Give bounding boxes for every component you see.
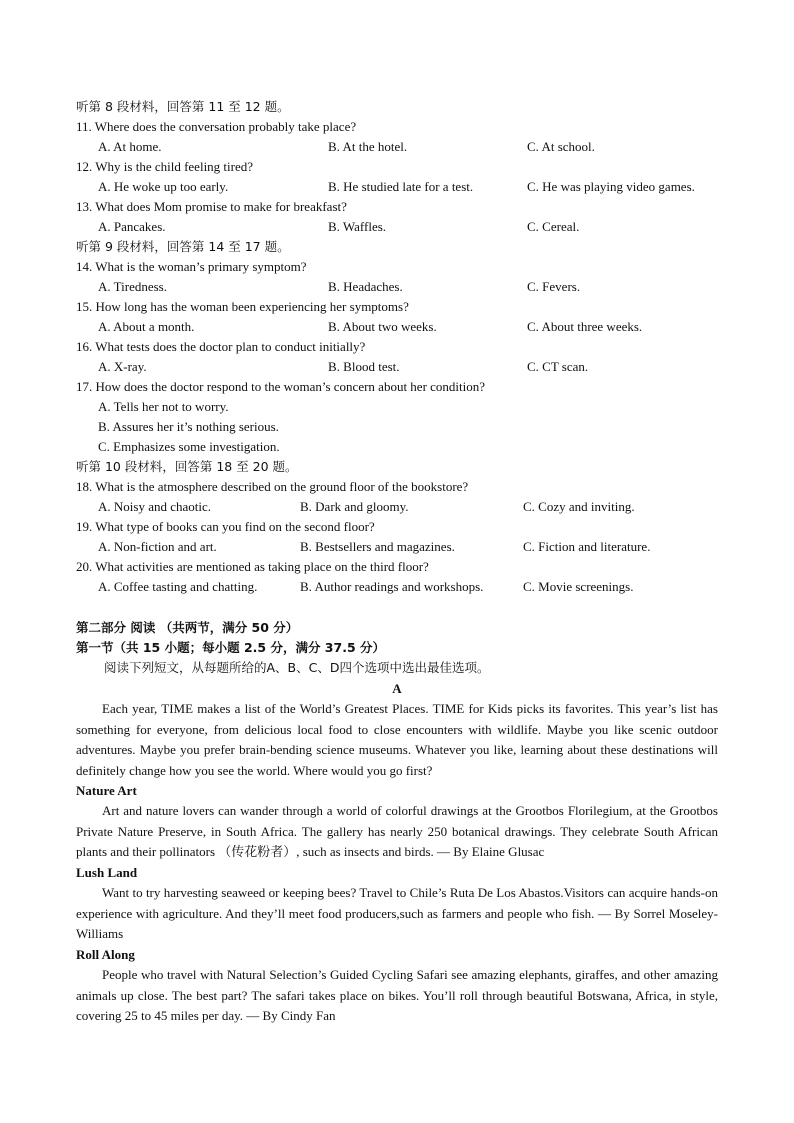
roll-along-title: Roll Along (76, 947, 135, 962)
q20-option-c: C. Movie screenings. (523, 579, 634, 594)
roll-along-paragraph: People who travel with Natural Selection’s Guided Cycling Safari see amazing elephants, giraffes, and other amazing animals up close. The best part? The safari takes place on bikes. You’ll roll through beautiful Botswana, Africa, in style, covering 25 to 45 miles per day. — By Cindy Fan (76, 967, 718, 1023)
q18-option-b: B. Dark and gloomy. (300, 499, 409, 514)
q11-option-c: C. At school. (527, 139, 595, 154)
q12-option-b: B. He studied late for a test. (328, 179, 474, 194)
question-12: 12. Why is the child feeling tired? (76, 159, 254, 174)
q19-option-b: B. Bestsellers and magazines. (300, 539, 455, 554)
q14-option-b: B. Headaches. (328, 279, 403, 294)
nature-art-paragraph: Art and nature lovers can wander through a world of colorful drawings at the Grootbos Florilegium, at the Grootbos Private Nature Preserve, in South Africa. The gallery has nearly 250 botanical drawings. They celebrate South African plants and their pollinators （传花粉者）, such as insects and birds. — By Elaine Glusac (76, 803, 718, 859)
intro-paragraph: Each year, TIME makes a list of the World’s Greatest Places. TIME for Kids picks its favorites. This year’s list has something for everyone, from delicious local food to close encounters with wildlife. Maybe you like scenic outdoor adventures. Maybe you prefer brain-bending science museums. Whatever you like, learning about these destinations will definitely change how you see the world. Where would you go first? (76, 701, 718, 778)
question-13: 13. What does Mom promise to make for breakfast? (76, 199, 347, 214)
passage-label: A (392, 681, 402, 696)
q20-option-b: B. Author readings and workshops. (300, 579, 484, 594)
question-20: 20. What activities are mentioned as taking place on the third floor? (76, 559, 429, 574)
q20-option-a: A. Coffee tasting and chatting. (98, 579, 258, 594)
q13-option-a: A. Pancakes. (98, 219, 166, 234)
q17-option-a: A. Tells her not to worry. (98, 399, 229, 414)
q16-option-a: A. X-ray. (98, 359, 147, 374)
q15-option-b: B. About two weeks. (328, 319, 437, 334)
section9-header: 听第 9 段材料，回答第 14 至 17 题。 (76, 239, 290, 254)
q18-option-a: A. Noisy and chaotic. (98, 499, 212, 514)
section10-header: 听第 10 段材料，回答第 18 至 20 题。 (76, 459, 298, 474)
q19-option-a: A. Non-fiction and art. (98, 539, 217, 554)
q16-option-b: B. Blood test. (328, 359, 400, 374)
q17-option-b: B. Assures her it’s nothing serious. (98, 419, 279, 434)
question-11: 11. Where does the conversation probably take place? (76, 119, 357, 134)
question-18: 18. What is the atmosphere described on the ground floor of the bookstore? (76, 479, 469, 494)
q14-option-c: C. Fevers. (527, 279, 581, 294)
lush-land-title: Lush Land (76, 865, 138, 880)
q16-option-c: C. CT scan. (527, 359, 589, 374)
question-15: 15. How long has the woman been experiencing her symptoms? (76, 299, 409, 314)
question-14: 14. What is the woman’s primary symptom? (76, 259, 307, 274)
q12-option-c: C. He was playing video games. (527, 179, 695, 194)
q17-option-c: C. Emphasizes some investigation. (98, 439, 280, 454)
question-16: 16. What tests does the doctor plan to conduct initially? (76, 339, 366, 354)
q14-option-a: A. Tiredness. (98, 279, 167, 294)
nature-art-title: Nature Art (76, 783, 137, 798)
q13-option-b: B. Waffles. (328, 219, 387, 234)
q13-option-c: C. Cereal. (527, 219, 580, 234)
lush-land-paragraph: Want to try harvesting seaweed or keeping bees? Travel to Chile’s Ruta De Los Abastos.Visitors can acquire hands-on experience with agriculture. And they’ll meet food producers,such as farmers and people who fish. — By Sorrel Moseley-Williams (76, 885, 718, 941)
question-17: 17. How does the doctor respond to the woman’s concern about her condition? (76, 379, 486, 394)
q11-option-a: A. At home. (98, 139, 162, 154)
q15-option-c: C. About three weeks. (527, 319, 643, 334)
q19-option-c: C. Fiction and literature. (523, 539, 651, 554)
q15-option-a: A. About a month. (98, 319, 195, 334)
section8-header: 听第 8 段材料，回答第 11 至 12 题。 (76, 99, 290, 114)
q12-option-a: A. He woke up too early. (98, 179, 229, 194)
instruction: 阅读下列短文，从每题所给的A、B、C、D四个选项中选出最佳选项。 (104, 660, 490, 675)
part-title: 第二部分 阅读 （共两节，满分 50 分） (76, 620, 299, 635)
q18-option-c: C. Cozy and inviting. (523, 499, 635, 514)
question-19: 19. What type of books can you find on the second floor? (76, 519, 375, 534)
q11-option-b: B. At the hotel. (328, 139, 408, 154)
section-title: 第一节（共 15 小题；每小题 2.5 分，满分 37.5 分） (76, 640, 385, 655)
